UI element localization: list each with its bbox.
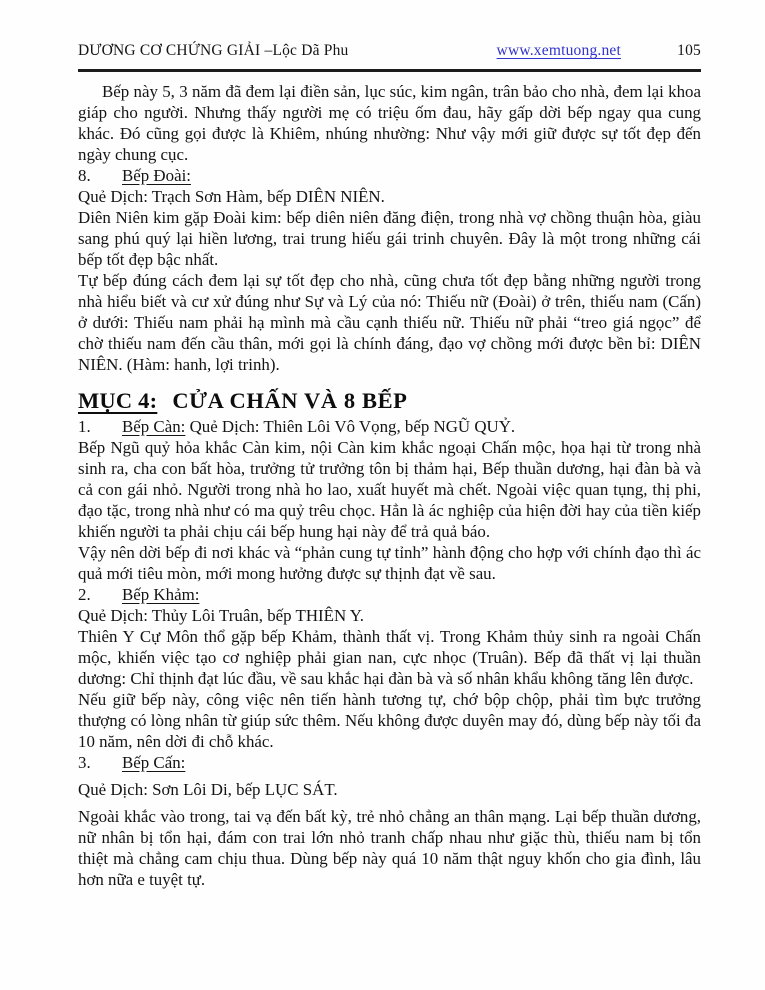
item-number: 8. [78,166,91,185]
item-number: 3. [78,753,91,772]
paragraph: Ngoài khắc vào trong, tai vạ đến bất kỳ, trẻ nhỏ chẳng an thân mạng. Lại bếp thuần dương, nữ nhân bị tổn hại, đám con trai lớn nhỏ tranh chấp nhau như giặc thù, thiếu nam bị tổn thiệt mà chẳng cam chịu thua. Dùng bếp này quá 10 năm thật nguy khốn cho gia đình, lâu hơn nữa e tuyệt tự. [78,807,701,889]
paragraph: Bếp Ngũ quỷ hỏa khắc Càn kim, nội Càn kim khắc ngoại Chấn mộc, họa hại từ trong nhà sinh ra, cha con bất hòa, trưởng tử trưởng tôn bị thảm hại, Bếp thuần dương, hại đàn bà và cả con gái nhỏ. Người trong nhà ho lao, xuất huyết mà chết. Ngoài việc quan tụng, thị phi, đạo tặc, trong nhà như có ma quỷ trêu chọc. Hẳn là ác nghiệp của hiện đời hay của tiền kiếp khiến người ta phải chịu cái bếp hung hại này để trả quả báo. [78,438,701,541]
item-label: Bếp Khảm: [122,585,200,604]
item-label: Bếp Càn: [122,417,186,436]
paragraph: Quẻ Dịch: Trạch Sơn Hàm, bếp DIÊN NIÊN. [78,187,385,206]
paragraph: Bếp này 5, 3 năm đã đem lại điền sản, lục súc, kim ngân, trân bảo cho nhà, đem lại khoa giáp cho người. Nhưng thấy người mẹ có triệu ốm đau, hãy gấp dời bếp ngay qua cung khác. Đó cũng gọi được là Khiêm, nhúng nhường: Như vậy mới giữ được sự tốt đẹp đến ngày chung cục. [78,82,701,164]
item-label: Bếp Cấn: [122,753,186,772]
website-link[interactable]: www.xemtuong.net [496,42,621,59]
page-header [78,42,701,72]
paragraph: Quẻ Dịch: Sơn Lôi Di, bếp LỤC SÁT. [78,780,338,799]
book-title: DƯƠNG CƠ CHỨNG GIẢI –Lộc Dã Phu [78,42,349,59]
paragraph: Diên Niên kim gặp Đoài kim: bếp diên niên đăng điện, trong nhà vợ chồng thuận hòa, giàu sang phú quý lại hiền lương, trai trung hiếu gái trinh chuyên. Đây là một trong những cái bếp tốt đẹp bậc nhất. [78,208,701,269]
list-item-heading [78,752,701,773]
paragraph: Vậy nên dời bếp đi nơi khác và “phản cung tự tỉnh” hành động cho hợp với chính đạo thì ác quả mới tiêu mòn, mới mong hưởng được sự thịnh đạt về sau. [78,543,701,583]
item-number: 2. [78,585,91,604]
page-number: 105 [677,42,701,59]
list-item-heading [78,165,701,186]
section-heading [78,390,701,411]
item-text: Quẻ Dịch: Thiên Lôi Vô Vọng, bếp NGŨ QUỶ. [185,417,516,436]
paragraph: Tự bếp đúng cách đem lại sự tốt đẹp cho nhà, cũng chưa tốt đẹp bằng những người trong nhà hiểu biết và cư xử đúng như Sự và Lý của nó: Thiếu nữ (Đoài) ở trên, thiếu nam (Cấn) ở dưới: Thiếu nam phải hạ mình mà cầu cạnh thiếu nữ. Thiếu nữ phải “treo giá ngọc” để chờ thiếu nam đến cầu thân, mới gọi là chính đáng, đạo vợ chồng mới được bền bỉ: DIÊN NIÊN. (Hàm: hanh, lợi trinh). [78,271,701,374]
paragraph: Quẻ Dịch: Thủy Lôi Truân, bếp THIÊN Y. [78,606,365,625]
item-label: Bếp Đoài: [122,166,191,185]
list-item-heading [78,584,701,605]
section-heading-title: CỬA CHẤN VÀ 8 BẾP [172,388,408,413]
section-heading-label: MỤC 4: [78,388,158,413]
paragraph: Thiên Y Cự Môn thổ gặp bếp Khảm, thành thất vị. Trong Khảm thủy sinh ra ngoài Chấn mộc, khiến việc tạo cơ nghiệp phải gian nan, cực nhọc (Truân). Bếp đã thất vị lại thuần dương: Chỉ thịnh đạt lúc đầu, về sau khắc hại đàn bà và số nhân khẩu không tăng lên được. [78,627,701,688]
page-content [78,81,701,890]
paragraph: Nếu giữ bếp này, công việc nên tiến hành tương tự, chớ bộp chộp, phải tìm bực trưởng thượng có lòng nhân từ giúp sức thêm. Nếu không được duyên may đó, dùng bếp này tối đa 10 năm, nên dời đi chỗ khác. [78,690,701,751]
item-number: 1. [78,417,91,436]
list-item-heading [78,416,701,437]
